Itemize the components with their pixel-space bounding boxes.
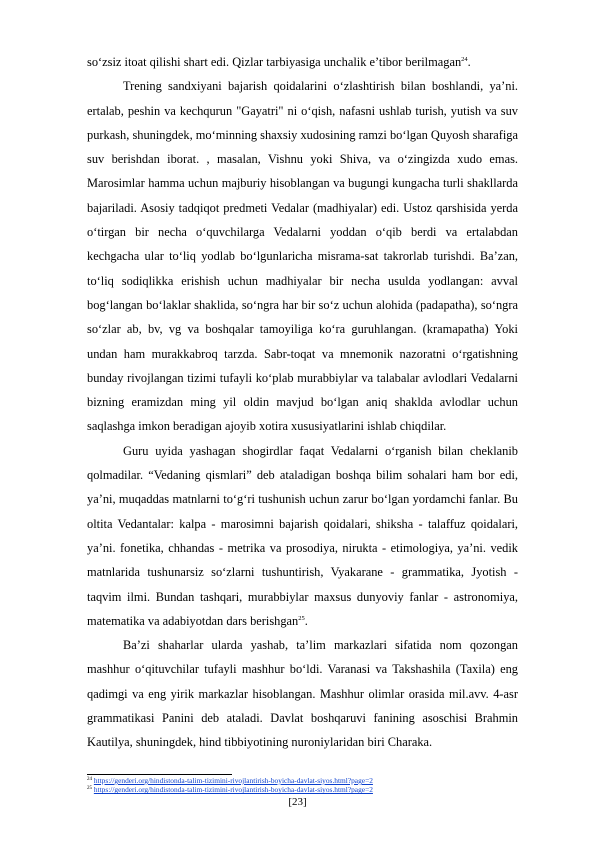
footnote-link[interactable]: https://genderi.org/hindistonda-talim-tizimini-rivojlantirish-boyicha-davlat-siyos.html?page=2 xyxy=(93,785,373,795)
paragraph-text: Guru uyida yashagan shogirdlar faqat Vedalarni o‘rganish bilan cheklanib qolmadilar. “Vedaning qismlari” deb ataladigan boshqa bilim sohalari ham bor edi, ya’ni, muqaddas matnlarni to‘g‘ri tushunish uchun zarur bo‘lgan yordamchi fanlar. Bu oltita Vedantalar: kalpa - marosimni bajarish qoidalari, shiksha - talaffuz qoidalari, ya’ni. fonetika, chhandas - metrika va prosodiya, nirukta - etimologiya, ya’ni. vedik matnlarida tushunarsiz so‘zlarni tushuntirish, Vyakarane - grammatika, Jyotish - taqvim ilmi. Bundan tashqari, murabbiylar maxsus dunyoviy fanlar - astronomiya, matematika va adabiyotdan dars berishgan xyxy=(87,443,518,628)
footnote-ref-25[interactable]: 25 xyxy=(298,614,305,622)
paragraph-text: so‘zsiz itoat qilishi shart edi. Qizlar tarbiyasiga unchalik e’tibor berilmagan xyxy=(87,55,462,69)
footnote-25 xyxy=(87,785,518,794)
paragraph-2: Trening sandxiyani bajarish qoidalarini o‘zlashtirish bilan boshlandi, ya’ni. ertalab, peshin va kechqurun "Gayatri" ni o‘qish, nafasni ushlab turish, yutish va suv purkash, shuningdek, mo‘minning shaxsiy xudosining ramzi bo‘lgan Quyosh sharafiga suv berishdan iborat. , masalan, Vishnu yoki Shiva, va o‘zingizda xudo emas. Marosimlar hamma uchun majburiy hisoblangan va bugungi kungacha turli shakllarda bajariladi. Asosiy tadqiqot predmeti Vedalar (madhiyalar) edi. Ustoz qarshisida yerda o‘tirgan bir necha o‘quvchilarga Vedalarni yoddan o‘qib berdi va ertalabdan kechgacha ular to‘liq yodlab bo‘lgunlaricha misrama-sat takrorlab turishdi. Ba’zan, to‘liq sodiqlikka erishish uchun madhiyalar bir necha usulda yodlangan: avval bog‘langan bo‘laklar shaklida, so‘ngra har bir so‘z uchun alohida (padapatha), so‘ngra so‘zlar ab, bv, vg va boshqalar tamoyiliga ko‘ra guruhlangan. (kramapatha) Yoki undan ham murakkabroq tarzda. Sabr-toqat va mnemonik nazoratni o‘rgatishning bunday rivojlangan tizimi tufayli ko‘plab murabbiylar va talabalar avlodlari Vedalarni bizning eramizdan ming yil oldin mavjud bo‘lgan aniq shaklda avlodlar uchun saqlashga imkon beradigan ajoyib xotira xususiyatlarini ishlab chiqdilar. xyxy=(87,79,518,434)
footnotes xyxy=(87,774,518,795)
paragraph-4: Ba’zi shaharlar ularda yashab, ta’lim markazlari sifatida nom qozongan mashhur o‘qituvchilar tufayli mashhur bo‘ldi. Varanasi va Takshashila (Taxila) eng qadimgi va eng yirik markazlar hisoblangan. Mashhur olimlar orasida mil.avv. 4-asr grammatikasi Panini deb ataladi. Davlat boshqaruvi fanining asoschisi Brahmin Kautilya, shuningdek, hind tibbiyotining nuroniylaridan biri Charaka. xyxy=(87,638,518,750)
footnote-number: 25 xyxy=(87,786,92,792)
page-number: [23] xyxy=(288,796,307,808)
footnote-ref-24[interactable]: 24 xyxy=(461,56,468,63)
footnote-number: 24 xyxy=(87,777,92,782)
paragraph-3: Guru uyida yashagan shogirdlar faqat Vedalarni o‘rganish bilan cheklanib qolmadilar. “Vedaning qismlari” deb ataladigan boshqa bilim sohalari ham bor edi, ya’ni, muqaddas matnlarni to‘g‘ri tushunish uchun zarur bo‘lgan yordamchi fanlar. Bu oltita Vedantalar: kalpa - marosimni bajarish qoidalari, shiksha - talaffuz qoidalari, ya’ni. fonetika, chhandas - metrika va prosodiya, nirukta - etimologiya, ya’ni. vedik matnlarida tushunarsiz so‘zlarni tushuntirish, Vyakarane - grammatika, Jyotish - taqvim ilmi. Bundan tashqari, murabbiylar maxsus dunyoviy fanlar - astronomiya, matematika va adabiyotdan dars berishgan$^{25}$. xyxy=(87,443,518,628)
footnote-24 xyxy=(87,776,518,785)
footnote-link[interactable]: https://genderi.org/hindistonda-talim-tizimini-rivojlantirish-boyicha-davlat-siyos.html?page=2 xyxy=(93,776,373,785)
paragraph-1: so‘zsiz itoat qilishi shart edi. Qizlar tarbiyasiga unchalik e’tibor berilmagan$^{24}$. xyxy=(87,55,471,69)
body-text xyxy=(87,50,518,755)
footnote-divider xyxy=(87,774,232,775)
